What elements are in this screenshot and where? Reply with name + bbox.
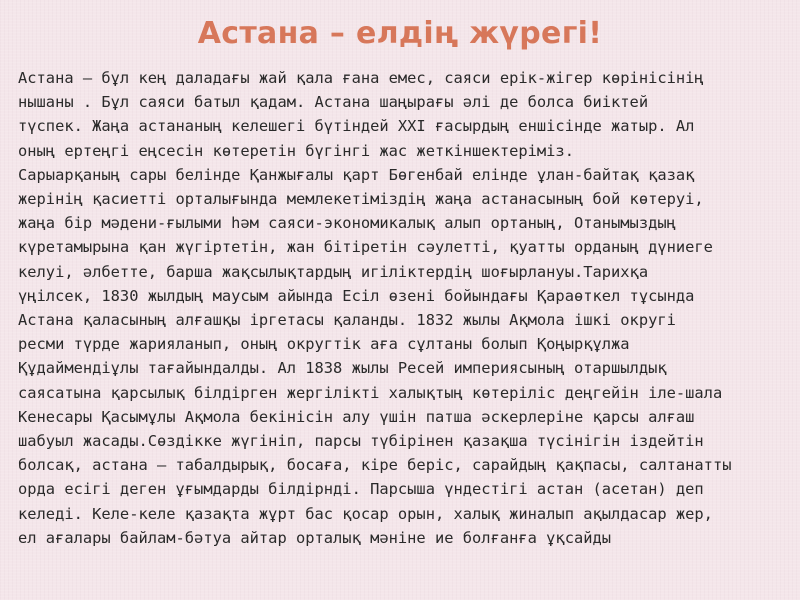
body-line-4: оның ертеңгі еңсесін көтеретін бүгінгі жас жеткіншектеріміз. [18, 141, 574, 160]
body-line-19: келеді. Келе-келе қазақта жұрт бас қосар орын, халық жиналып ақылдасар жер, [18, 504, 713, 523]
slide-body-text [18, 66, 786, 550]
slide-title: Астана – елдің жүрегі! [197, 16, 603, 51]
body-line-2: нышаны . Бұл саяси батыл қадам. Астана шаңырағы әлі де болса биіктей [18, 93, 649, 112]
body-line-9: келуі, әлбетте, барша жақсылықтардың игіліктердің шоғырлануы.Тарихқа [18, 262, 649, 281]
body-line-5: Сарыарқаның сары белінде Қанжығалы қарт Бөгенбай елінде ұлан-байтақ қазақ [18, 165, 695, 184]
body-line-13: Құдаймендіұлы тағайындалды. Ал 1838 жылы Ресей империясының отаршылдық [18, 359, 667, 378]
body-line-1: Астана — бұл кең даладағы жай қала ғана емес, саяси ерік-жігер көрінісінің [18, 69, 704, 87]
body-line-12: ресми түрде жарияланып, оның округтік аға сұлтаны болып Қоңырқұлжа [18, 335, 630, 354]
body-line-15: Кенесары Қасымұлы Ақмола бекінісін алу үшін патша әскерлеріне қарсы алғаш [18, 407, 695, 426]
body-line-16: шабуыл жасады.Сөздікке жүгініп, парсы түбірінен қазақша түсінігін іздейтін [18, 432, 704, 451]
body-line-8: күретамырына қан жүгіртетін, жан бітіретін сәулетті, қуатты орданың дүниеге [18, 238, 713, 257]
body-line-18: орда есігі деген ұғымдарды білдірнді. Парсыша үндестігі астан (асетан) деп [18, 480, 704, 499]
body-line-20: ел ағалары байлам-бәтуа айтар орталық мәніне ие болғанға ұқсайды [18, 528, 612, 547]
body-line-17: болсақ, астана — табалдырық, босаға, кіре беріс, сарайдың қақпасы, салтанатты [18, 456, 732, 475]
body-line-3: түспек. Жаңа астананың келешегі бүтіндей XXI ғасырдың еншісінде жатыр. Ал [18, 117, 695, 136]
body-line-6: жерінің қасиетті орталығында мемлекетіміздің жаңа астанасының бой көтеруі, [18, 190, 704, 209]
body-line-11: Астана қаласының алғашқы іргетасы қаланды. 1832 жылы Ақмола ішкі округі [18, 311, 676, 330]
body-line-7: жаңа бір мәдени-ғылыми һәм саяси-экономикалық алып ортаның, Отанымыздың [18, 214, 676, 233]
body-line-10: үңілсек, 1830 жылдың маусым айында Есіл өзені бойындағы Қараөткел тұсында [18, 286, 695, 305]
body-line-14: саясатына қарсылық білдірген жергілікті халықтың көтеріліс деңгейін іле-шала [18, 383, 723, 402]
